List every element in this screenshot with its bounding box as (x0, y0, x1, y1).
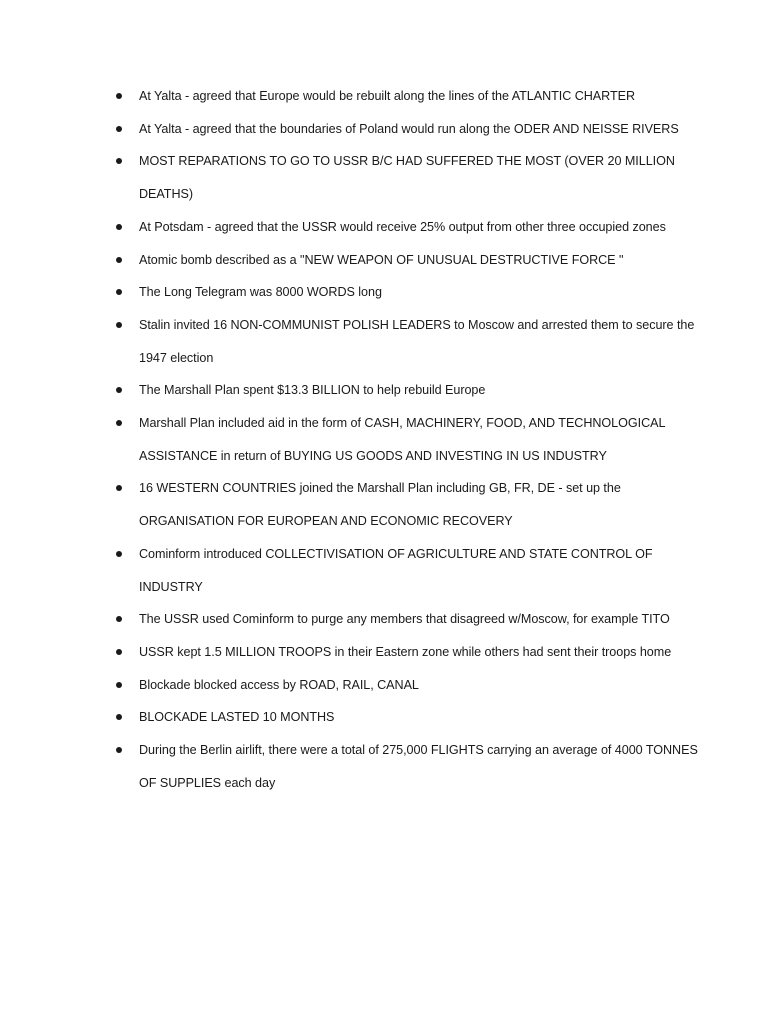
list-item-text: Stalin invited 16 NON-COMMUNIST POLISH LEADERS to Moscow and arrested them to secure the 1947 election (139, 317, 695, 365)
list-item-text: At Yalta - agreed that the boundaries of Poland would run along the ODER AND NEISSE RIVERS (139, 121, 679, 136)
list-item-text: 16 WESTERN COUNTRIES joined the Marshall Plan including GB, FR, DE - set up the ORGANISATION FOR EUROPEAN AND ECONOMIC RECOVERY (139, 481, 621, 529)
bullet-icon (116, 420, 122, 426)
list-item-text: Atomic bomb described as a "NEW WEAPON OF UNUSUAL DESTRUCTIVE FORCE " (139, 252, 624, 267)
list-item (139, 145, 699, 210)
bullet-icon (116, 257, 122, 263)
list-item (139, 309, 699, 374)
bullet-icon (116, 387, 122, 393)
list-item (139, 374, 699, 407)
list-item-text: Marshall Plan included aid in the form of CASH, MACHINERY, FOOD, AND TECHNOLOGICAL ASSISTANCE in return of BUYING US GOODS AND INVESTING IN US INDUSTRY (139, 416, 665, 463)
bullet-list (139, 80, 699, 799)
list-item-text: At Yalta - agreed that Europe would be rebuilt along the lines of the ATLANTIC CHARTER (139, 89, 635, 103)
list-item (139, 211, 699, 244)
list-item (139, 701, 699, 734)
bullet-icon (116, 649, 122, 655)
bullet-icon (116, 747, 122, 753)
list-item-text: During the Berlin airlift, there were a total of 275,000 FLIGHTS carrying an average of 4000 TONNES OF SUPPLIES each day (139, 743, 698, 790)
list-item (139, 244, 699, 277)
list-item-text: The USSR used Cominform to purge any members that disagreed w/Moscow, for example TITO (139, 612, 670, 627)
bullet-icon (116, 158, 122, 164)
list-item (139, 734, 699, 799)
list-item-text: BLOCKADE LASTED 10 MONTHS (139, 710, 335, 725)
bullet-icon (116, 322, 122, 328)
bullet-icon (116, 93, 122, 99)
list-item-text: The Marshall Plan spent $13.3 BILLION to help rebuild Europe (139, 383, 486, 398)
list-item-text: MOST REPARATIONS TO GO TO USSR B/C HAD SUFFERED THE MOST (OVER 20 MILLION DEATHS) (139, 154, 675, 202)
list-item (139, 472, 699, 537)
list-item-text: The Long Telegram was 8000 WORDS long (139, 285, 382, 300)
list-item (139, 636, 699, 669)
bullet-icon (116, 126, 122, 132)
bullet-icon (116, 714, 122, 720)
list-item (139, 538, 699, 603)
bullet-icon (116, 485, 122, 491)
bullet-icon (116, 224, 122, 230)
list-item-text: USSR kept 1.5 MILLION TROOPS in their Eastern zone while others had sent their troops home (139, 644, 672, 659)
list-item (139, 80, 699, 113)
list-item (139, 276, 699, 309)
list-item (139, 603, 699, 636)
list-item-text: Cominform introduced COLLECTIVISATION OF AGRICULTURE AND STATE CONTROL OF INDUSTRY (139, 546, 653, 594)
bullet-icon (116, 551, 122, 557)
list-item (139, 113, 699, 146)
list-item (139, 407, 699, 472)
list-item-text: Blockade blocked access by ROAD, RAIL, CANAL (139, 677, 419, 692)
list-item-text: At Potsdam - agreed that the USSR would receive 25% output from other three occupied zones (139, 219, 666, 234)
list-item (139, 669, 699, 702)
bullet-icon (116, 616, 122, 622)
bullet-icon (116, 682, 122, 688)
bullet-icon (116, 289, 122, 295)
